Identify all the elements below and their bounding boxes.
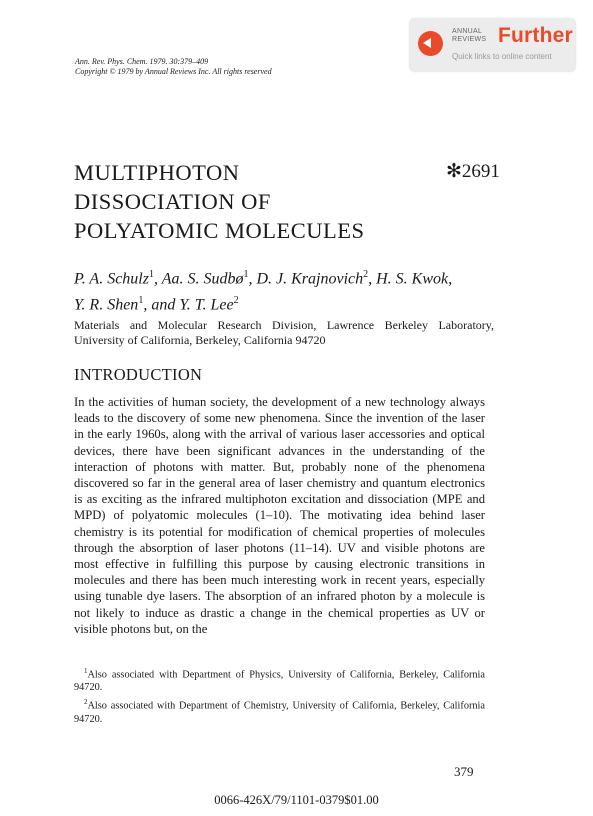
title-line: DISSOCIATION OF [74,189,271,214]
journal-citation [75,57,335,77]
page-number: 379 [454,764,474,779]
left-arrow-circle-icon [418,31,443,56]
footnote [74,696,485,725]
article-title [74,158,364,245]
author-name: P. A. Schulz [74,270,149,288]
author-affil-mark: 1 [148,269,154,280]
footnotes [74,665,485,728]
footnote-mark: 1 [84,667,88,675]
author-name: Aa. S. Sudbø [161,270,244,288]
further-label: Further [498,24,573,47]
footnote [74,665,485,694]
title-line: MULTIPHOTON [74,160,240,185]
citation-line-1: Ann. Rev. Phys. Chem. 1979. 30:379–409 [75,57,209,66]
author-affil-mark: 1 [243,269,249,280]
author-name: D. J. Krajnovich [256,270,364,288]
further-links-badge[interactable] [410,19,575,71]
reference-number: ✻2691 [446,161,500,182]
further-sublabel: Quick links to online content [452,52,552,61]
author-name: H. S. Kwok [376,270,449,288]
footnote-text: Also associated with Department of Chemistry, University of California, Berkeley, California 94720. [74,700,485,725]
author-affil-mark: 2 [363,269,369,280]
author-affil-mark: 1 [138,295,144,307]
footnote-mark: 2 [84,698,88,707]
affiliation: Materials and Molecular Research Division, Lawrence Berkeley Laboratory, University of California, Berkeley, California 94720 [74,318,494,347]
author-list: P. A. Schulz$^1$, Aa. S. Sudbø$^1$, D. J. Krajnovich$^2$, H. S. Kwok, Y. R. Shen$^1$, and Y. T. Lee$^2$ [74,269,453,314]
author-name: Y. R. Shen [74,296,139,314]
author-name: Y. T. Lee [179,296,234,314]
citation-line-2: Copyright © 1979 by Annual Reviews Inc. All rights reserved [75,67,272,76]
journal-code: 0066-426X/79/1101-0379$01.00 [214,793,379,807]
title-line: POLYATOMIC MOLECULES [74,218,365,243]
footnote-text: Also associated with Department of Physics, University of California, Berkeley, California 94720. [74,669,485,694]
section-heading: INTRODUCTION [74,365,203,384]
body-paragraph: In the activities of human society, the development of a new technology always leads to the discovery of some new phenomena. Since the invention of the laser in the early 1960s, along with the arrival of various laser accessories and optical devices, there have been significant advances in the understanding of the interaction of photons with matter. But, probably none of the phenomena discovered so far in the general area of laser chemistry and quantum electronics is as exciting as the infrared multiphoton excitation and dissociation (MPE and MPD) of polyatomic molecules (1–10). The motivating idea behind laser chemistry is its potential for modification of chemical properties of molecules through the absorption of laser photons (11–14). UV and visible photons are most effective in fulfilling this purpose by causing electronic transitions in molecules and there has been much interesting work in recent years, especially using tunable dye lasers. The absorption of an infrared photon by a molecule is not likely to induce as drastic a change in the chemical properties as UV or visible photons but, on the [74,395,485,636]
annual-reviews-wordmark: ANNUAL REVIEWS [452,28,487,43]
author-affil-mark: 2 [233,295,239,307]
